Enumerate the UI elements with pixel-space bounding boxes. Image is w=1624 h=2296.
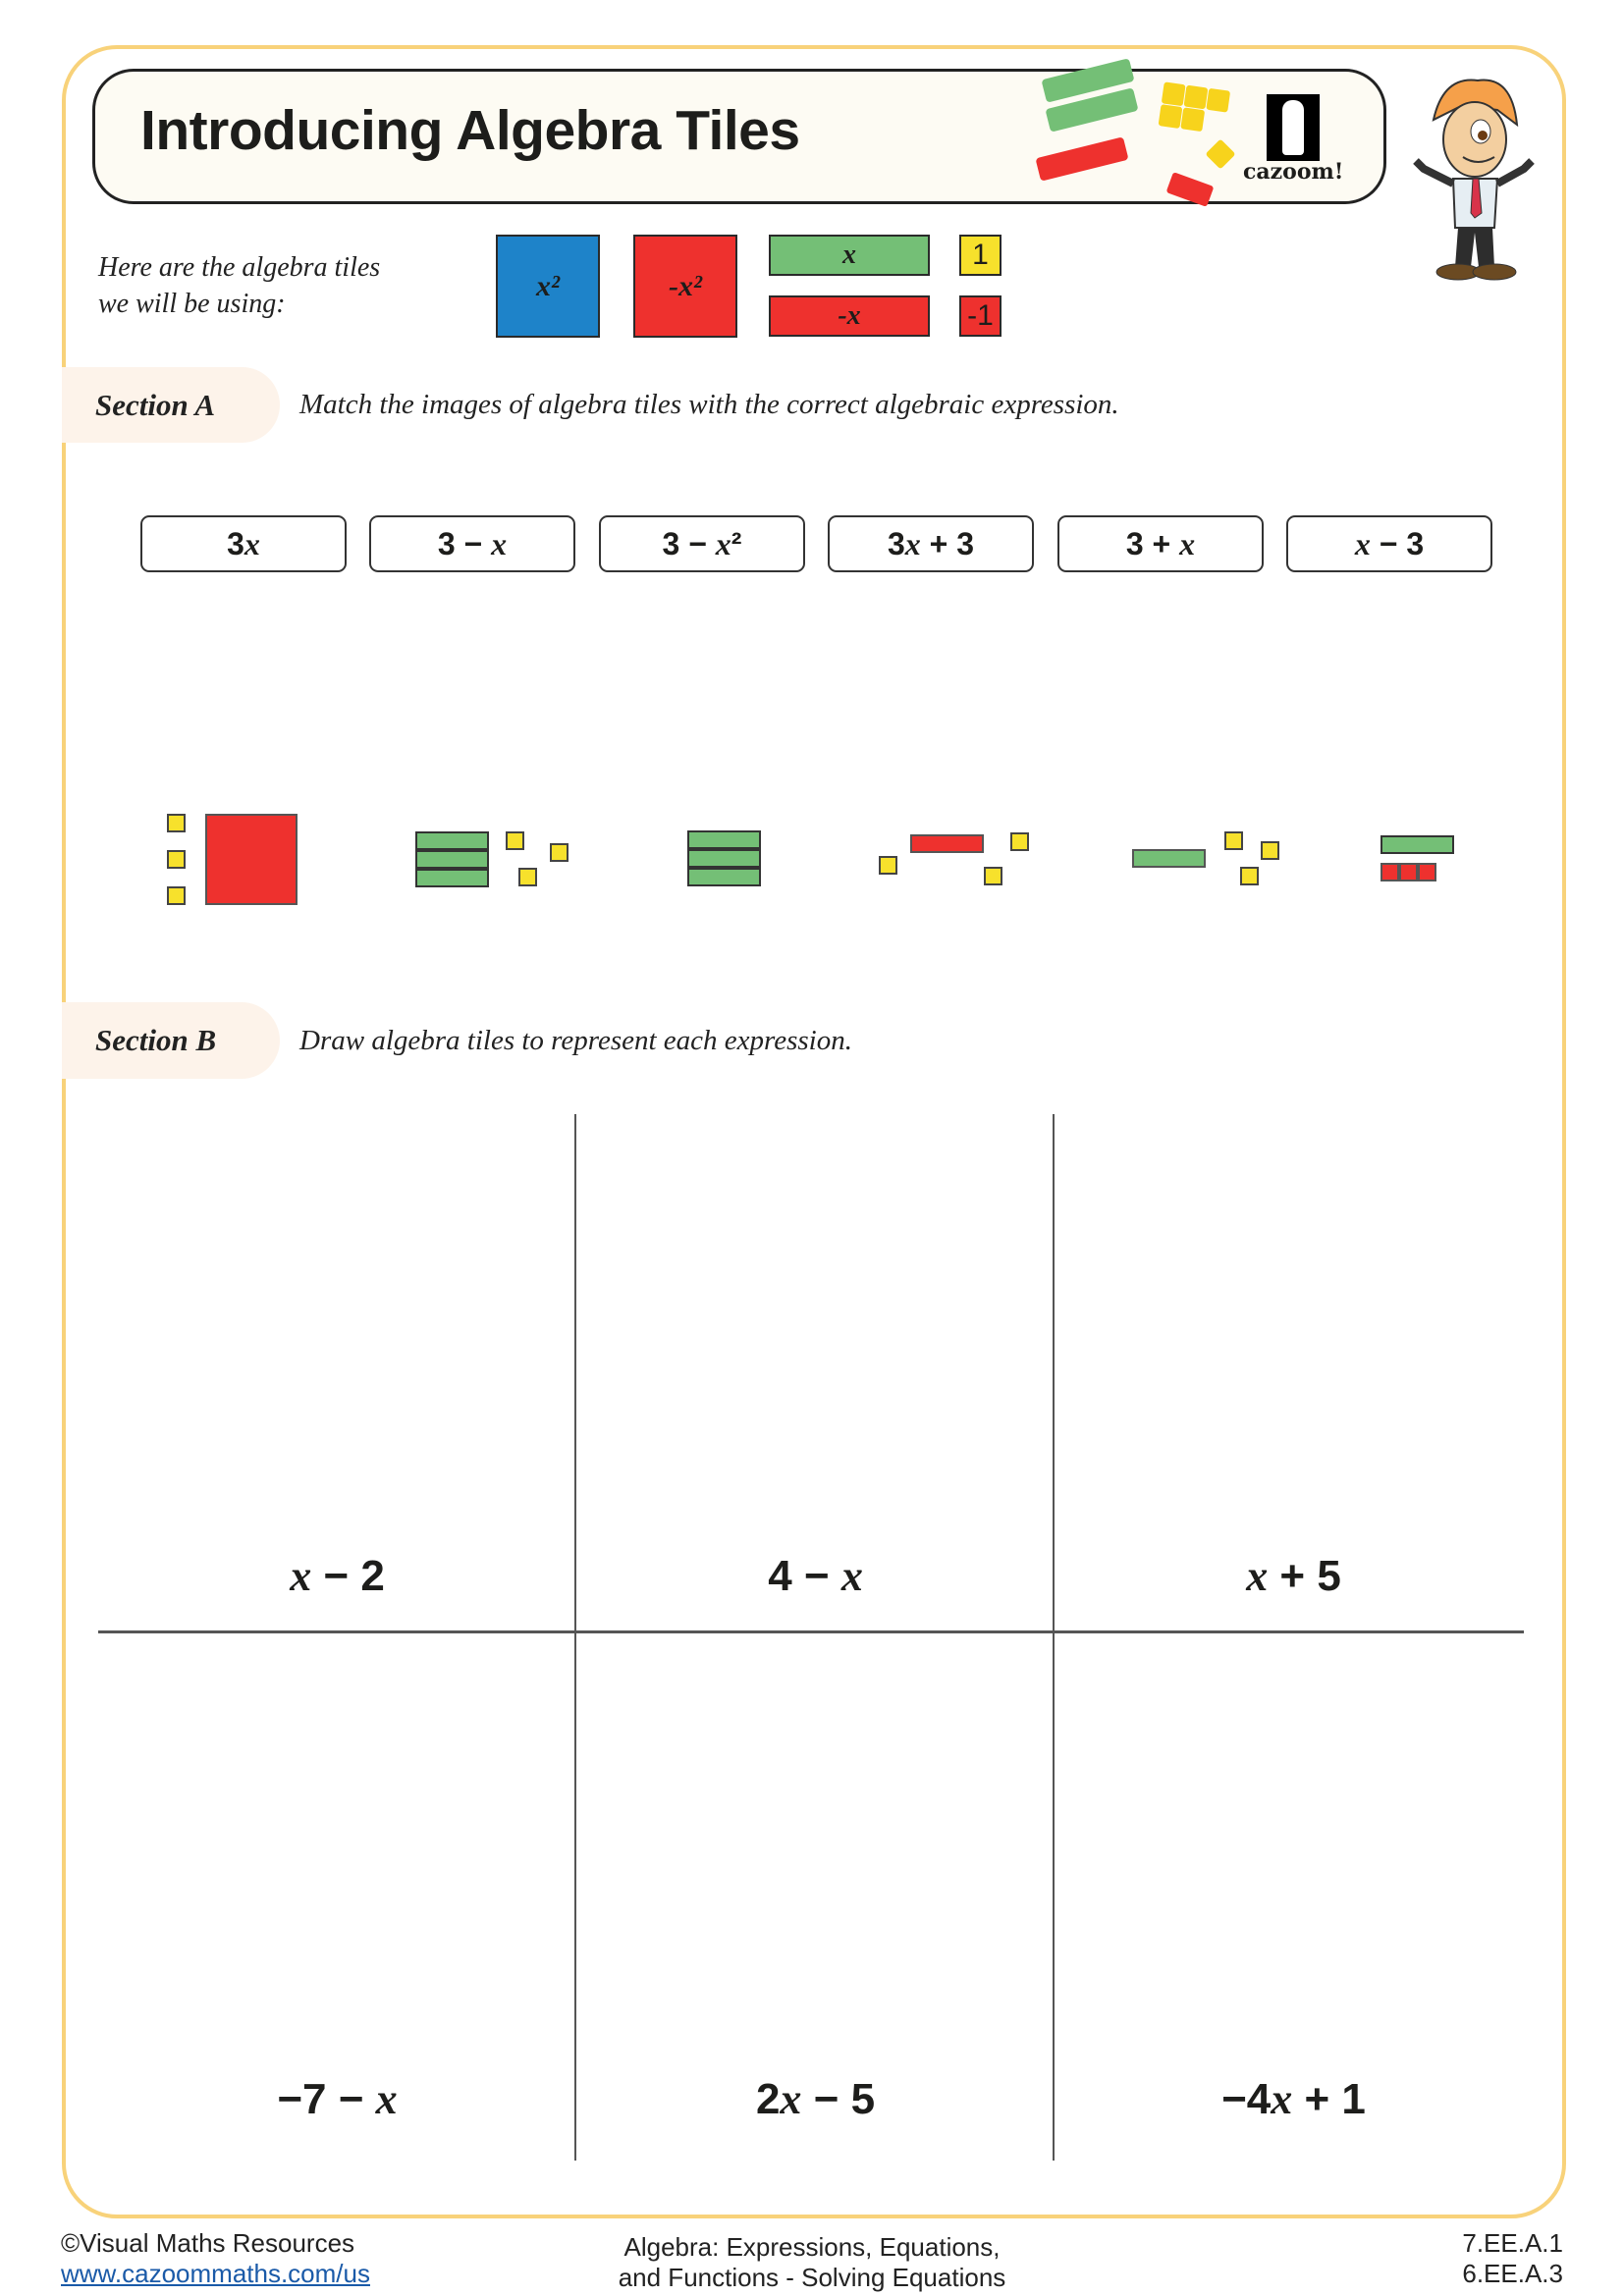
section-b-instruction: Draw algebra tiles to represent each expression. — [299, 1025, 852, 1056]
neg-x-tile-icon — [910, 834, 984, 853]
tile-label: -1 — [967, 299, 994, 332]
expr-part: 4 − — [768, 1552, 841, 1600]
x-tile-icon — [1132, 849, 1206, 868]
expr-var: x — [244, 525, 260, 561]
expr-part: + 5 — [1268, 1552, 1341, 1600]
unit-tile-icon — [1261, 841, 1279, 860]
expression-card[interactable] — [1057, 515, 1264, 572]
deco-yellow-tiles-icon — [1158, 81, 1232, 139]
expression-label — [98, 1551, 576, 1601]
expr-part: 3 − — [437, 525, 483, 561]
expr-var: x — [904, 525, 921, 561]
unit-tile-icon — [1224, 831, 1243, 850]
x-tile-icon — [687, 868, 761, 886]
expr-part: 3 — [227, 525, 244, 561]
expr-var: x — [1179, 525, 1196, 561]
expression-label — [576, 2074, 1055, 2124]
unit-tile-icon — [506, 831, 524, 850]
unit-tile-icon — [1010, 832, 1029, 851]
expr-part: − 2 — [311, 1552, 385, 1600]
x-tile-icon — [415, 831, 489, 850]
section-a-header — [62, 367, 280, 443]
neg-unit-tile-icon — [1399, 863, 1418, 881]
section-b-header — [62, 1002, 280, 1079]
tile-label: 1 — [972, 239, 989, 271]
tile-label: -x² — [669, 269, 702, 302]
cazoom-logo-icon — [1267, 94, 1320, 161]
mascot-illustration — [1404, 71, 1542, 287]
unit-tile-icon — [167, 886, 186, 905]
neg-unit-tile-icon — [1380, 863, 1399, 881]
expr-var: x — [840, 1552, 863, 1600]
x-tile-icon — [687, 830, 761, 849]
logo-text: cazoom! — [1243, 159, 1344, 185]
legend-tile-neg-x-squared — [633, 235, 737, 338]
footer-topic-line-2: and Functions - Solving Equations — [618, 2263, 1006, 2292]
intro-line-2: we will be using: — [98, 289, 286, 319]
intro-line-1: Here are the algebra tiles — [98, 252, 381, 283]
expr-var: x — [715, 525, 731, 561]
section-a-instruction: Match the images of algebra tiles with the correct algebraic expression. — [299, 389, 1119, 420]
neg-x-squared-tile-icon — [205, 814, 298, 905]
x-tile-icon — [1380, 835, 1454, 854]
expr-part: ² — [731, 525, 742, 561]
expr-var: x — [375, 2075, 398, 2123]
page-title: Introducing Algebra Tiles — [140, 99, 800, 162]
legend-tile-neg-one — [959, 295, 1001, 337]
expr-part: + 3 — [929, 525, 975, 561]
tile-label: x² — [536, 269, 560, 302]
expression-label — [1055, 2074, 1533, 2124]
expression-card[interactable] — [828, 515, 1034, 572]
unit-tile-icon — [550, 843, 568, 862]
legend-tile-neg-x — [769, 295, 930, 337]
expression-card[interactable] — [1286, 515, 1492, 572]
expression-label — [576, 1551, 1055, 1601]
section-a-label: Section A — [95, 387, 216, 422]
footer-standard-2: 6.EE.A.3 — [1462, 2259, 1563, 2288]
expr-part: 3 − — [662, 525, 707, 561]
expr-var: x — [1271, 2075, 1293, 2123]
expr-part: 3 — [887, 525, 905, 561]
unit-tile-icon — [879, 856, 897, 875]
expr-part: −7 − — [277, 2075, 376, 2123]
expression-card[interactable] — [599, 515, 805, 572]
unit-tile-icon — [984, 867, 1002, 885]
expr-part: − 5 — [801, 2075, 876, 2123]
expr-var: x — [780, 2075, 802, 2123]
expr-var: x — [1246, 1552, 1269, 1600]
tile-label: -x — [838, 300, 861, 331]
footer-standard-1: 7.EE.A.1 — [1462, 2228, 1563, 2258]
unit-tile-icon — [1240, 867, 1259, 885]
unit-tile-icon — [167, 814, 186, 832]
x-tile-icon — [415, 850, 489, 869]
footer-copyright: ©Visual Maths Resources — [61, 2228, 355, 2258]
x-tile-icon — [687, 849, 761, 868]
expr-part: 2 — [755, 2075, 781, 2123]
x-tile-icon — [415, 869, 489, 887]
expr-var: x — [290, 1552, 312, 1600]
expr-part: − 3 — [1379, 525, 1425, 561]
unit-tile-icon — [518, 868, 537, 886]
legend-tile-x — [769, 235, 930, 276]
expr-part: −4 — [1221, 2075, 1272, 2123]
expression-card[interactable] — [140, 515, 347, 572]
expr-part: + 1 — [1292, 2075, 1366, 2123]
intro-text — [98, 249, 380, 322]
legend-tile-x-squared — [496, 235, 600, 338]
footer-website-link[interactable]: www.cazoommaths.com/us — [61, 2259, 370, 2288]
unit-tile-icon — [167, 850, 186, 869]
footer-topic-line-1: Algebra: Expressions, Equations, — [623, 2232, 1001, 2262]
expr-part: 3 + — [1125, 525, 1171, 561]
neg-unit-tile-icon — [1418, 863, 1436, 881]
expression-label — [1055, 1551, 1533, 1601]
expression-card[interactable] — [369, 515, 575, 572]
legend-tile-one — [959, 235, 1001, 276]
expr-var: x — [491, 525, 508, 561]
section-b-label: Section B — [95, 1023, 217, 1057]
tile-label: x — [842, 240, 856, 270]
expression-label — [98, 2074, 576, 2124]
expr-var: x — [1354, 525, 1371, 561]
